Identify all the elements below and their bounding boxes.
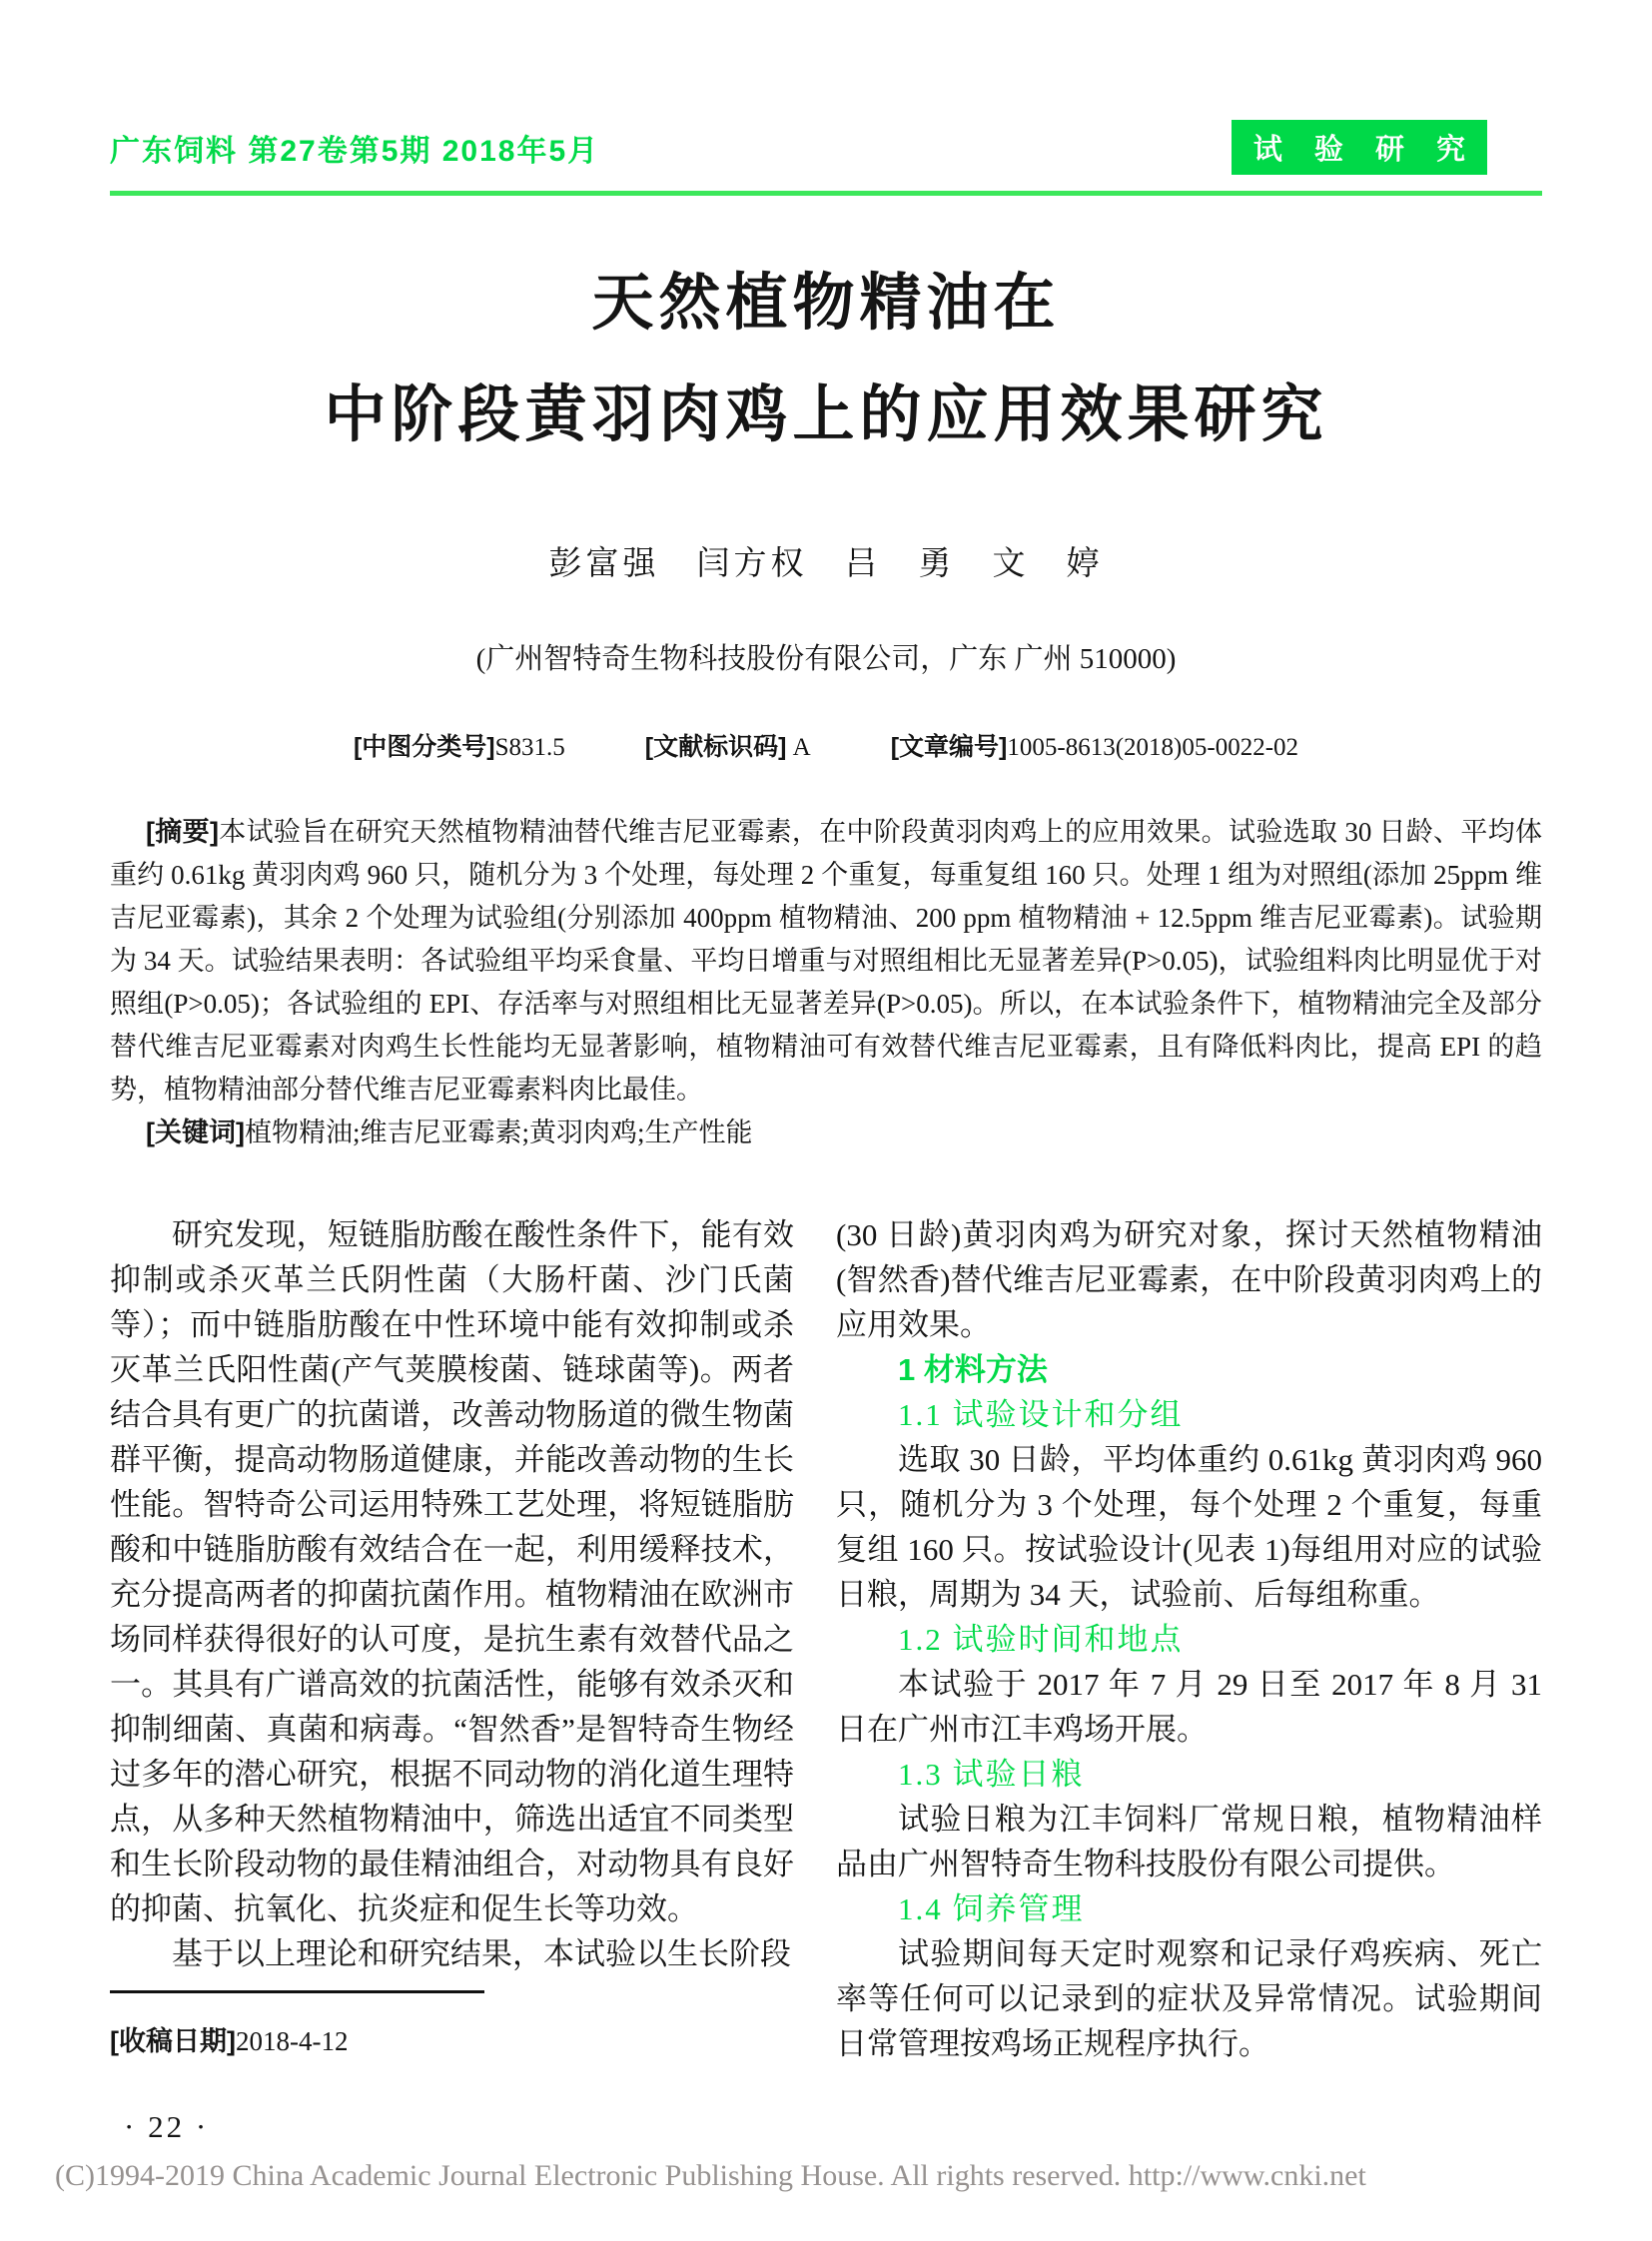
- page-number: · 22 ·: [124, 2109, 210, 2144]
- keywords: [110, 1112, 1542, 1154]
- body-columns: [110, 1212, 1542, 2149]
- study-object-paragraph: (30 日龄)黄羽肉鸡为研究对象，探讨天然植物精油(智然香)替代维吉尼亚霉素，在中阶段黄羽肉鸡上的应用效果。: [836, 1217, 1542, 1342]
- article-id-value: 1005-8613(2018)05-0022-02: [1007, 734, 1299, 761]
- document-code-value: A: [786, 734, 811, 761]
- keywords-label: [关键词]: [146, 1118, 245, 1147]
- section-heading-materials-methods: 1 材料方法: [898, 1352, 1048, 1387]
- abstract-text: 本试验旨在研究天然植物精油替代维吉尼亚霉素，在中阶段黄羽肉鸡上的应用效果。试验选取 30 日龄、平均体重约 0.61kg 黄羽肉鸡 960 只，随机分为 3 个处理，每处理 2 个重复，每重复组 160 只。处理 1 组为对照组(添加 25ppm 维吉尼亚霉素)，其余 2 个处理为试验组(分别添加 400ppm 植物精油、200 ppm 植物精油 + 12.5ppm 维吉尼亚霉素)。试验期为 34 天。试验结果表明：各试验组平均采食量、平均日增重与对照组相比无显著差异(P>0.05)，试验组料肉比明显优于对照组(P>0.05)；各试验组的 EPI、存活率与对照组相比无显著差异(P>0.05)。所以，在本试验条件下，植物精油完全及部分替代维吉尼亚霉素对肉鸡生长性能均无显著影响，植物精油可有效替代维吉尼亚霉素，且有降低料肉比，提高 EPI 的趋势，植物精油部分替代维吉尼亚霉素料肉比最佳。: [110, 817, 1542, 1105]
- clc-value: S831.5: [494, 734, 565, 761]
- affiliation: (广州智特奇生物科技股份有限公司，广东 广州 510000): [475, 643, 1177, 675]
- left-column: [110, 1212, 794, 2149]
- footnote-divider: [110, 1990, 484, 1993]
- authors: 彭富强 闫方权 吕 勇 文 婷: [548, 546, 1104, 582]
- subsection-heading-management: 1.4 饲养管理: [898, 1891, 1085, 1926]
- journal-issue-info: 广东饲料 第27卷第5期 2018年5月: [110, 134, 600, 168]
- received-date-label: [收稿日期]: [110, 2026, 236, 2056]
- received-date-value: 2018-4-12: [235, 2026, 349, 2056]
- intro-paragraph: 研究发现，短链脂肪酸在酸性条件下，能有效抑制或杀灭革兰氏阴性菌（大肠杆菌、沙门氏菌等）；而中链脂肪酸在中性环境中能有效抑制或杀灭革兰氏阳性菌(产气荚膜梭菌、链球菌等)。两者结合具有更广的抗菌谱，改善动物肠道的微生物菌群平衡，提高动物肠道健康，并能改善动物的生长性能。智特奇公司运用特殊工艺处理，将短链脂肪酸和中链脂肪酸有效结合在一起，利用缓释技术，充分提高两者的抑菌抗菌作用。植物精油在欧洲市场同样获得很好的认可度，是抗生素有效替代品之一。其具有广谱高效的抗菌活性，能够有效杀灭和抑制细菌、真菌和病毒。“智然香”是智特奇生物经过多年的潜心研究，根据不同动物的消化道生理特点，从多种天然植物精油中，筛选出适宜不同类型和生长阶段动物的最佳精油组合，对动物具有良好的抑菌、抗氧化、抗炎症和促生长等功效。: [110, 1217, 794, 1926]
- masthead: [110, 120, 1542, 175]
- subsection-text-time-place: 本试验于 2017 年 7 月 29 日至 2017 年 8 月 31 日在广州市江丰鸡场开展。: [836, 1667, 1542, 1747]
- subsection-text-diet: 试验日粮为江丰饲料厂常规日粮，植物精油样品由广州智特奇生物科技股份有限公司提供。: [836, 1802, 1542, 1881]
- cnki-copyright: (C)1994-2019 China Academic Journal Electronic Publishing House. All rights reserved. http://www.cnki.net: [55, 2159, 1366, 2192]
- article-title-line1: 天然植物精油在: [591, 270, 1061, 338]
- abstract: [110, 811, 1542, 1112]
- transition-paragraph: 基于以上理论和研究结果，本试验以生长阶段: [172, 1936, 791, 1971]
- clc-number: [354, 727, 565, 763]
- article-id: [891, 727, 1298, 763]
- right-column: [836, 1212, 1542, 2149]
- received-date: [110, 2019, 794, 2064]
- article-title: [110, 248, 1542, 471]
- article-title-line2: 中阶段黄羽肉鸡上的应用效果研究: [324, 381, 1328, 449]
- subsection-text-design: 选取 30 日龄，平均体重约 0.61kg 黄羽肉鸡 960 只，随机分为 3 个处理，每个处理 2 个重复，每重复组 160 只。按试验设计(见表 1)每组用对应的试验日粮，周期为 34 天，试验前、后每组称重。: [836, 1442, 1542, 1612]
- article-id-label: [文章编号]: [890, 733, 1008, 761]
- subsection-text-management: 试验期间每天定时观察和记录仔鸡疾病、死亡率等任何可以记录到的症状及异常情况。试验期间日常管理按鸡场正规程序执行。: [836, 1936, 1542, 2061]
- document-code: [645, 727, 811, 763]
- article-meta: [110, 727, 1542, 763]
- subsection-heading-time-place: 1.2 试验时间和地点: [898, 1622, 1184, 1657]
- document-code-label: [文献标识码]: [644, 733, 787, 761]
- subsection-heading-diet: 1.3 试验日粮: [898, 1757, 1085, 1792]
- abstract-label: [摘要]: [146, 817, 219, 847]
- keywords-text: 植物精油;维吉尼亚霉素;黄羽肉鸡;生产性能: [244, 1118, 753, 1147]
- header-divider: [110, 191, 1542, 196]
- subsection-heading-design: 1.1 试验设计和分组: [898, 1397, 1184, 1432]
- clc-label: [中图分类号]: [353, 733, 495, 761]
- column-badge: 试 验 研 究: [1232, 120, 1487, 175]
